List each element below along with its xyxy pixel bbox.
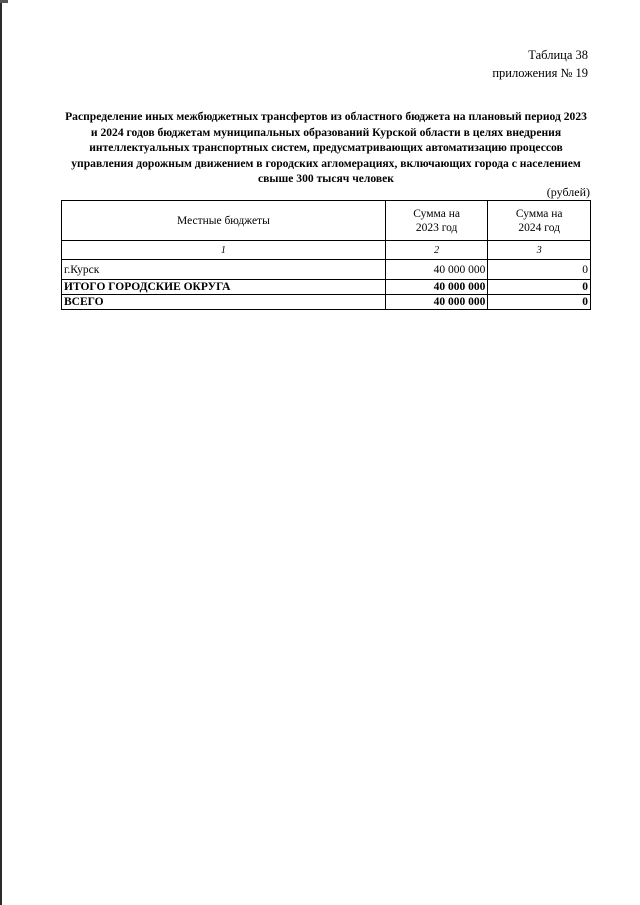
row-value-2023: 40 000 000	[385, 295, 488, 310]
column-header-2024	[488, 201, 591, 241]
column-header-2024-text: Сумма на 2024 год	[515, 207, 563, 234]
column-number-1: 1	[62, 241, 386, 260]
row-name: г.Курск	[62, 260, 386, 280]
row-value-2023: 40 000 000	[385, 280, 488, 295]
column-number-3: 3	[488, 241, 591, 260]
row-value-2024: 0	[488, 295, 591, 310]
document-header	[492, 46, 588, 82]
row-value-2024: 0	[488, 280, 591, 295]
row-value-2024: 0	[488, 260, 591, 280]
document-title: Распределение иных межбюджетных трансфертов из областного бюджета на плановый период 2023 и 2024 годов бюджетам муниципальных образований Курской области в целях внедрения интеллектуальных транспортных систем, предусматривающих автоматизацию процессов управления дорожным движением в городских агломерациях, включающих города с населением свыше 300 тысяч человек	[65, 110, 587, 186]
appendix-reference: приложения № 19	[492, 66, 588, 80]
column-header-2023	[385, 201, 488, 241]
table-reference: Таблица 38	[528, 48, 588, 62]
column-header-budgets: Местные бюджеты	[62, 201, 386, 241]
row-value-2023: 40 000 000	[385, 260, 488, 280]
row-name: ВСЕГО	[62, 295, 386, 310]
table-header-row	[62, 201, 591, 241]
column-number-row	[62, 241, 591, 260]
table-row-subtotal	[62, 280, 591, 295]
scan-edge	[0, 0, 2, 905]
column-header-2023-text: Сумма на 2023 год	[413, 207, 460, 234]
scan-corner-mark	[0, 0, 8, 3]
table-row	[62, 260, 591, 280]
table-row-total	[62, 295, 591, 310]
budget-table	[61, 200, 591, 310]
column-number-2: 2	[385, 241, 488, 260]
units-label: (рублей)	[546, 185, 590, 199]
row-name: ИТОГО ГОРОДСКИЕ ОКРУГА	[62, 280, 386, 295]
